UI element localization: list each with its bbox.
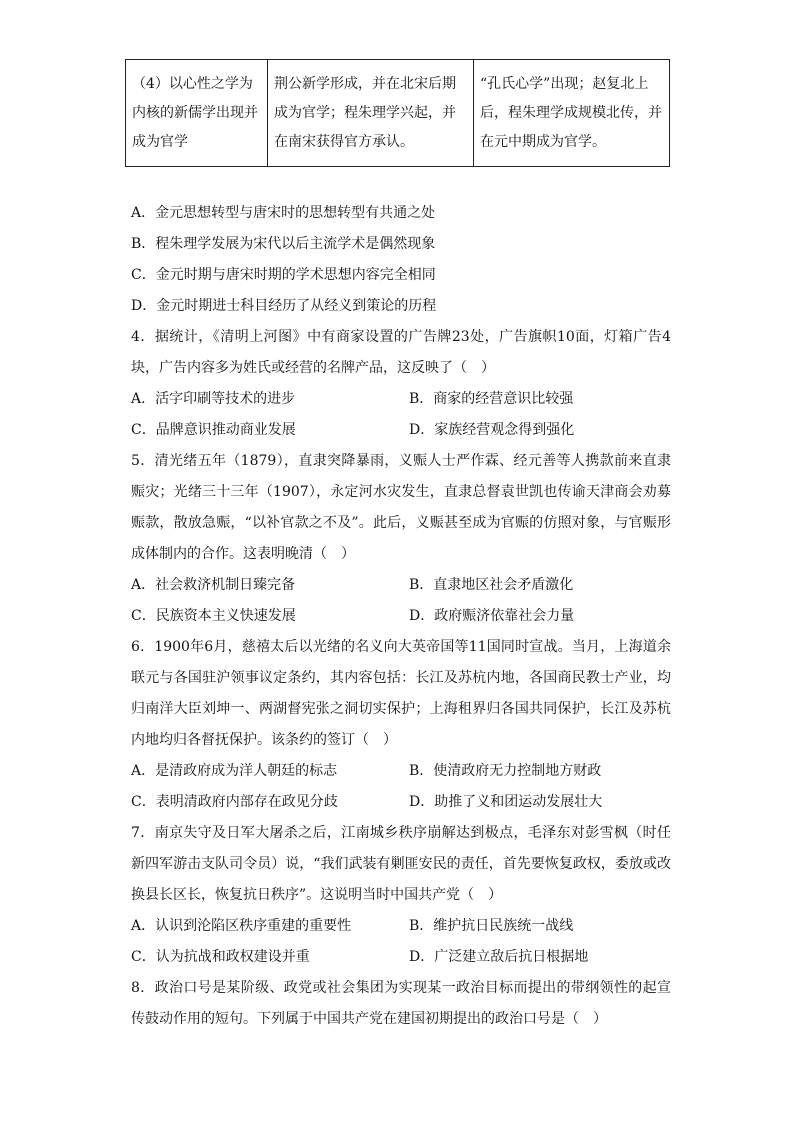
q4-stem: 4．据统计，《清明上河图》中有商家设置的广告牌23处，广告旗帜10面，灯箱广告4块，广告内容多为姓氏或经营的名牌产品，这反映了（ ） bbox=[131, 329, 671, 376]
table-row bbox=[126, 60, 670, 167]
q3-option-d[interactable]: D．金元时期进士科目经历了从经义到策论的历程 bbox=[131, 298, 437, 314]
q4-option-a[interactable]: A．活字印刷等技术的进步 bbox=[131, 391, 296, 407]
table-cell-aspect: （4）以心性之学为内核的新儒学出现并成为官学 bbox=[126, 60, 268, 167]
q3-option-b[interactable]: B．程朱理学发展为宋代以后主流学术是偶然现象 bbox=[131, 236, 436, 252]
q6-stem: 6．1900年6月，慈禧太后以光绪的名义向大英帝国等11国同时宣战。当月，上海道余联元与各国驻沪领事议定条约，其内容包括：长江及苏杭内地，各国商民教士产业，均归南洋大臣刘坤一、两湖督宪张之洞切实保护；上海租界归各国共同保护，长江及苏杭内地均归各督抚保护。该条约的签订（ ） bbox=[131, 639, 671, 748]
q5-option-c[interactable]: C．民族资本主义快速发展 bbox=[131, 608, 296, 624]
q5-stem: 5．清光绪五年（1879），直隶突降暴雨，义赈人士严作霖、经元善等人携款前来直隶赈灾；光绪三十三年（1907），永定河水灾发生，直隶总督袁世凯也传谕天津商会劝募赈款，散放急赈，“以补官款之不及”。此后，义赈甚至成为官赈的仿照对象，与官赈形成体制内的合作。这表明晚清（ ） bbox=[131, 453, 671, 562]
q5-option-b[interactable]: B．直隶地区社会矛盾激化 bbox=[409, 577, 574, 593]
table-cell-jin-yuan: “孔氏心学”出现；赵复北上后，程朱理学成规模北传，并在元中期成为官学。 bbox=[474, 60, 670, 167]
table-cell-tang-song: 荆公新学形成，并在北宋后期成为官学；程朱理学兴起，并在南宋获得官方承认。 bbox=[268, 60, 474, 167]
question-6 bbox=[131, 632, 671, 818]
q4-option-c[interactable]: C．品牌意识推动商业发展 bbox=[131, 422, 296, 438]
q3-options bbox=[131, 198, 671, 322]
q7-option-c[interactable]: C．认为抗战和政权建设并重 bbox=[131, 949, 310, 965]
q7-option-b[interactable]: B．维护抗日民族统一战线 bbox=[409, 918, 574, 934]
comparison-table bbox=[125, 59, 670, 167]
q4-option-d[interactable]: D．家族经营观念得到强化 bbox=[409, 422, 575, 438]
questions bbox=[131, 198, 671, 1035]
question-8 bbox=[131, 973, 671, 1035]
q7-stem: 7．南京失守及日军大屠杀之后，江南城乡秩序崩解达到极点，毛泽东对彭雪枫（时任新四军游击支队司令员）说，“我们武装有剿匪安民的责任，首先要恢复政权，委放或改换县长区长，恢复抗日秩序”。这说明当时中国共产党（ ） bbox=[131, 825, 671, 903]
q3-option-c[interactable]: C．金元时期与唐宋时期的学术思想内容完全相同 bbox=[131, 267, 436, 283]
q5-option-d[interactable]: D．政府赈济依靠社会力量 bbox=[409, 608, 575, 624]
q7-option-d[interactable]: D．广泛建立敌后抗日根据地 bbox=[409, 949, 589, 965]
question-5 bbox=[131, 446, 671, 632]
q6-option-d[interactable]: D．助推了义和团运动发展壮大 bbox=[409, 794, 603, 810]
q3-option-a[interactable]: A．金元思想转型与唐宋时的思想转型有共通之处 bbox=[131, 205, 436, 221]
q6-option-b[interactable]: B．使清政府无力控制地方财政 bbox=[409, 763, 602, 779]
q7-option-a[interactable]: A．认识到沦陷区秩序重建的重要性 bbox=[131, 918, 352, 934]
q6-option-c[interactable]: C．表明清政府内部存在政见分歧 bbox=[131, 794, 338, 810]
question-7 bbox=[131, 818, 671, 973]
q6-option-a[interactable]: A．是清政府成为洋人朝廷的标志 bbox=[131, 763, 338, 779]
q4-option-b[interactable]: B．商家的经营意识比较强 bbox=[409, 391, 574, 407]
q8-stem: 8．政治口号是某阶级、政党或社会集团为实现某一政治目标而提出的带纲领性的起宣传鼓动作用的短句。下列属于中国共产党在建国初期提出的政治口号是（ ） bbox=[131, 980, 671, 1027]
question-4 bbox=[131, 322, 671, 446]
q5-option-a[interactable]: A．社会救济机制日臻完备 bbox=[131, 577, 296, 593]
